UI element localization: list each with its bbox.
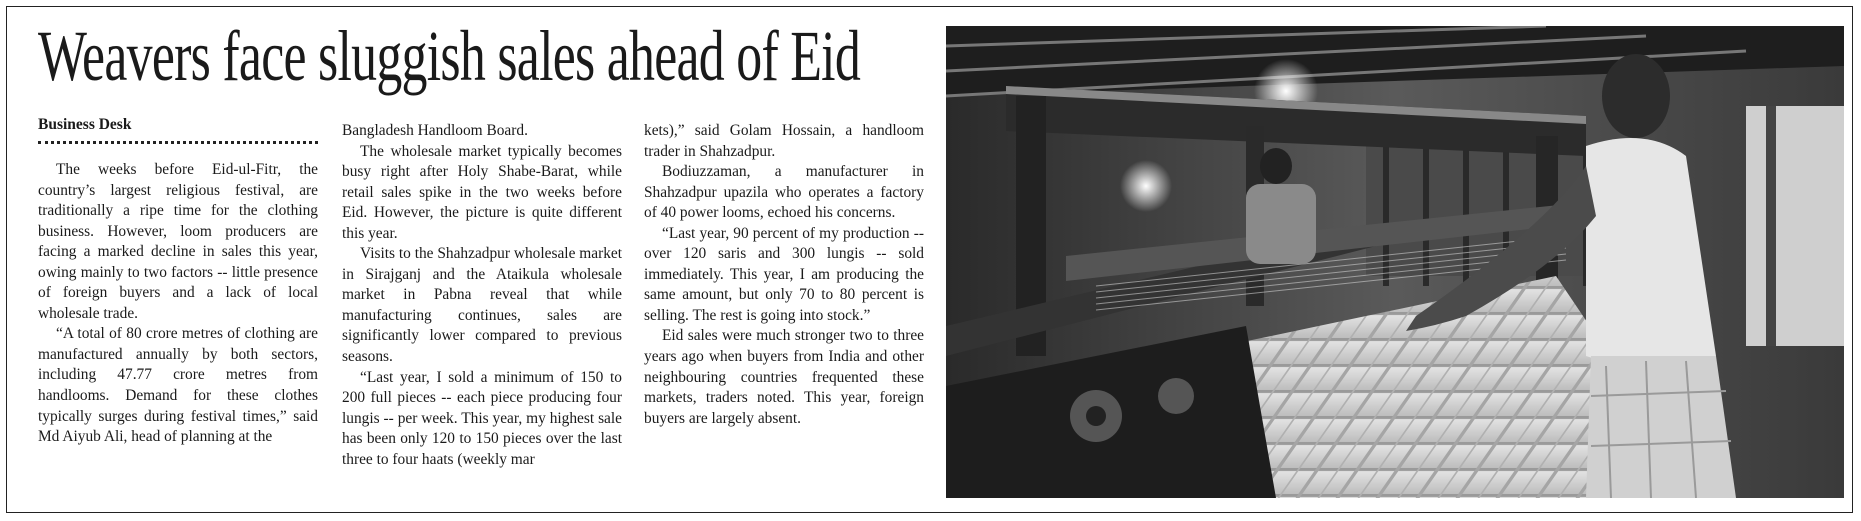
paragraph: kets),” said Golam Hossain, a handloom trader in Shahzadpur. — [644, 122, 924, 160]
article-column-1 — [38, 160, 318, 448]
paragraph: Bangladesh Handloom Board. — [342, 122, 528, 139]
paragraph: The weeks before Eid-ul-Fitr, the country’s largest religious festival, are traditionally a ripe time for the clothing business. However, loom producers are facing a marked decline in sales this year, owing mainly to two factors -- little presence of foreign buyers and a lack of local wholesale trade. — [38, 161, 318, 322]
article-column-3 — [644, 121, 924, 429]
article-photo — [946, 26, 1844, 498]
byline-divider — [38, 141, 318, 144]
paragraph: “A total of 80 crore metres of clothing are manufactured annually by both sectors, including 47.77 crore metres from handlooms. Demand for these clothes typically surges during festival times,” said Md Aiyub Ali, head of planning at the — [38, 325, 318, 446]
paragraph: The wholesale market typically becomes busy right after Holy Shabe-Barat, while retail sales spike in the two weeks before Eid. However, the picture is quite different this year. — [342, 142, 622, 242]
paragraph: Visits to the Shahzadpur wholesale market in Sirajganj and the Ataikula wholesale market in Pabna reveal that while manufacturing continues, sales are significantly lower compared to previous seasons. — [342, 245, 622, 366]
byline: Business Desk — [38, 116, 132, 133]
paragraph: “Last year, I sold a minimum of 150 to 200 full pieces -- each piece producing four lungis -- per week. This year, my highest sale has been only 120 to 150 pieces over the last three to four haats (weekly mar — [342, 368, 622, 468]
weaving-loom-photo — [946, 26, 1844, 498]
article-column-2 — [342, 121, 622, 470]
headline: Weavers face sluggish sales ahead of Eid — [38, 16, 861, 96]
paragraph: Eid sales were much stronger two to three years ago when buyers from India and other neighbouring countries frequented these markets, traders noted. This year, foreign buyers are largely absent. — [644, 327, 924, 427]
paragraph: “Last year, 90 percent of my production -- over 120 saris and 300 lungis -- sold immediately. This year, I am producing the same amount, but only 70 to 80 percent is selling. The rest is going into stock.” — [644, 224, 924, 324]
paragraph: Bodiuzzaman, a manufacturer in Shahzadpur upazila who operates a factory of 40 power looms, echoed his concerns. — [644, 163, 924, 222]
